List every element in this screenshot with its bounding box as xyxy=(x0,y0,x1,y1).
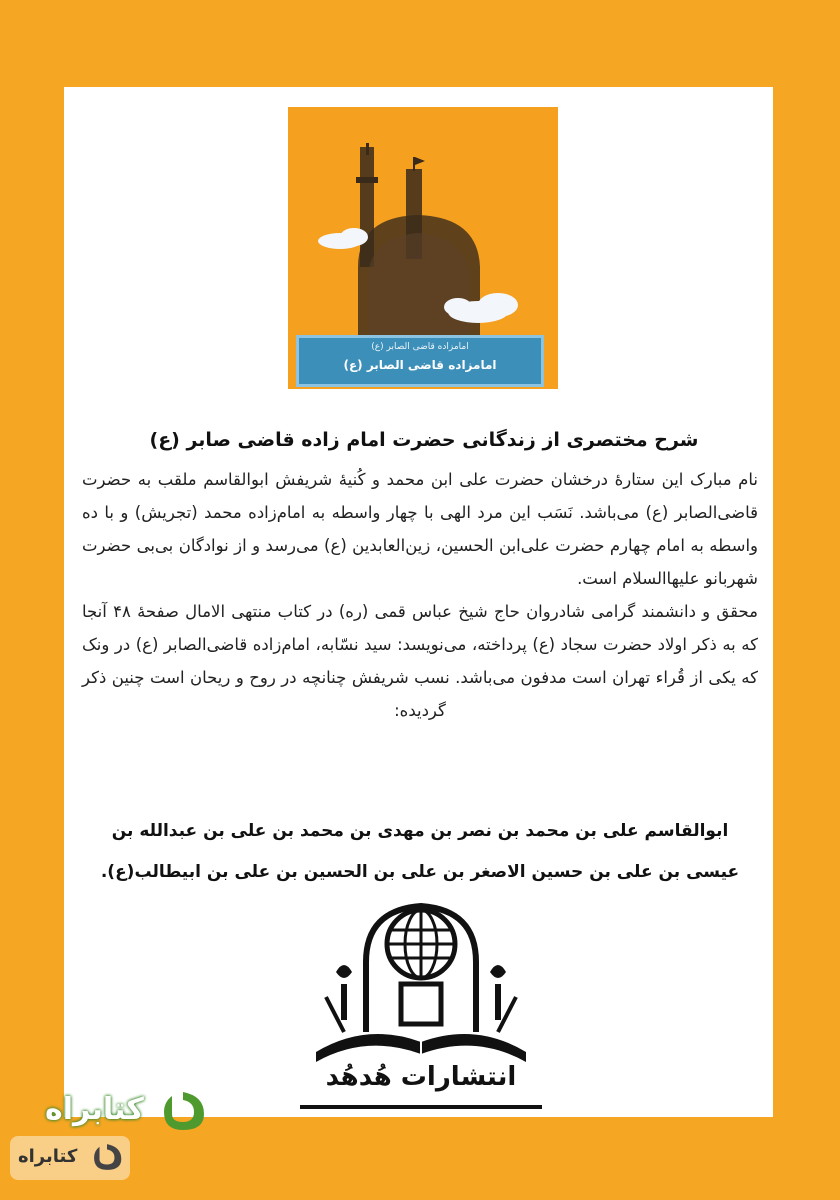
cover-subtitle: امامزاده قاضی الصابر (ع) xyxy=(371,342,469,352)
publisher-logo xyxy=(296,902,546,1112)
lineage-line: عیسی بن علی بن حسین الاصغر بن علی بن الحسین بن علی بن ابیطالب(ع). xyxy=(100,862,740,882)
publisher-underline xyxy=(300,1105,542,1109)
body-text xyxy=(82,463,758,727)
paragraph: نام مبارک این ستارۀ درخشان حضرت علی ابن محمد و کُنیۀ شریفش ابوالقاسم ملقب به حضرت قاضی‌الصابر (ع) می‌باشد. نَسَب این مرد الهی با چهار واسطه به امام‌زاده محمد (تجریش) و با ده واسطه به امام چهارم حضرت علی‌ابن الحسین، زین‌العابدین (ع) می‌رسد و از نوادگان بی‌بی حضرت شهربانو علیهاالسلام است. xyxy=(82,470,758,588)
document-page xyxy=(64,87,773,1117)
brand-watermark xyxy=(10,1082,210,1192)
lineage-line: ابوالقاسم علی بن محمد بن نصر بن مهدی بن محمد بن علی بن عبدالله بن xyxy=(111,821,729,841)
globe-book-emblem-icon xyxy=(296,902,546,1067)
leaf-logo-icon xyxy=(158,1088,208,1134)
paragraph: محقق و دانشمند گرامی شادروان حاج شیخ عباس قمی (ره) در کتاب منتهی الامال صفحۀ ۴۸ آنجا که به ذکر اولاد حضرت سجاد (ع) پرداخته، می‌نویسد: سید نسّابه، امام‌زاده قاضی‌الصابر (ع) در ونک که یکی از قُراء تهران است مدفون می‌باشد. نسب شریفش چنانچه در روح و ریحان است چنین ذکر گردیده: xyxy=(82,602,758,720)
page-title: شرح مختصری از زندگانی حضرت امام زاده قاضی صابر (ع) xyxy=(149,429,699,451)
cover-title-band xyxy=(296,335,544,387)
book-cover-image xyxy=(288,107,558,389)
leaf-logo-small-icon xyxy=(90,1140,124,1174)
brand-watermark-bottom: کتابراه xyxy=(18,1146,78,1167)
cover-title: امامزاده قاضی الصابر (ع) xyxy=(343,358,497,372)
lineage-text xyxy=(82,811,758,893)
brand-watermark-top: کتابراه xyxy=(45,1092,144,1127)
publisher-name: انتشارات هُدهُد xyxy=(325,1062,517,1092)
